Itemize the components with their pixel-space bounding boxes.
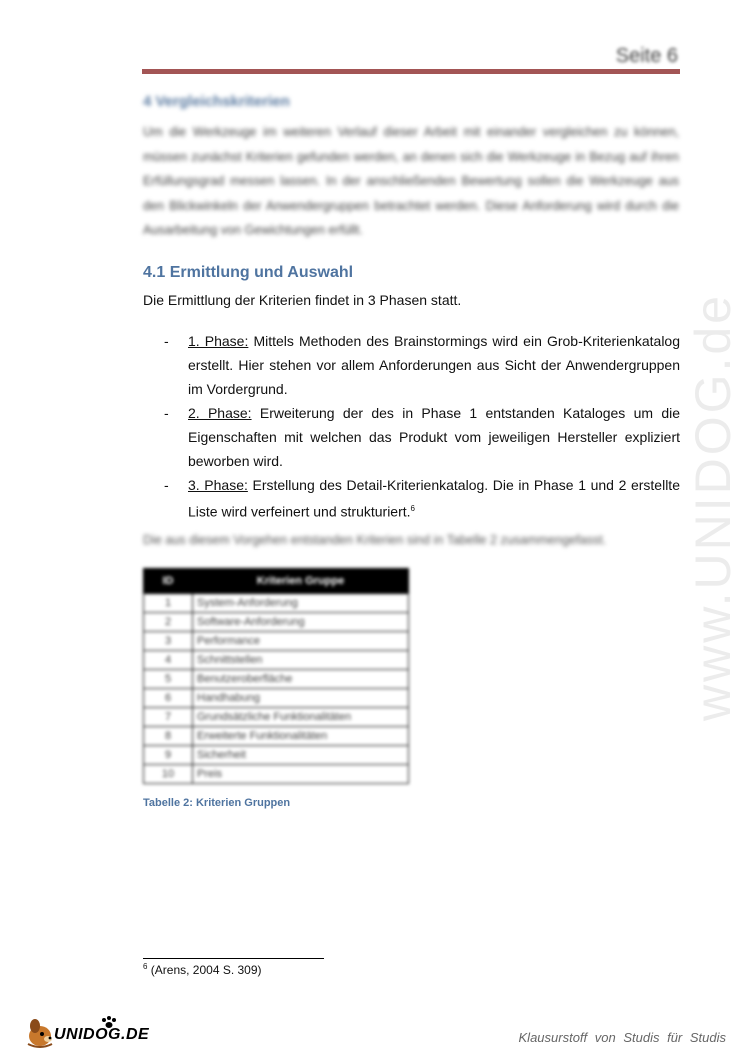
- footnote: [143, 962, 262, 977]
- phase-text: Mittels Methoden des Brainstormings wird ein Grob-Kriterienkatalog erstellt. Hier stehen vor allem Anforderungen aus Sicht der Anwendergruppen im Vordergrund.: [188, 333, 681, 397]
- table-row: [144, 632, 409, 651]
- cell-id: 5: [144, 670, 193, 689]
- list-dash: -: [164, 477, 169, 493]
- cell-group: Sicherheit: [193, 746, 409, 765]
- header-rule: [142, 69, 680, 74]
- cell-group: Benutzeroberfläche: [193, 670, 409, 689]
- table-intro-text: Die aus diesem Vorgehen entstanden Kriterien sind in Tabelle 2 zusammengefasst.: [143, 533, 607, 547]
- header-id: ID: [144, 569, 193, 594]
- phase-label: 1. Phase:: [188, 333, 249, 349]
- table-row: [144, 670, 409, 689]
- phase-label: 3. Phase:: [188, 477, 248, 493]
- phase-text: Erweiterung der des in Phase 1 entstanden Kataloges um die Eigenschaften mit welchen das Produkt vom jeweiligen Hersteller expliziert beworben wird.: [188, 405, 681, 469]
- criteria-table: [143, 568, 409, 784]
- header-group: Kriterien Gruppe: [193, 569, 409, 594]
- footnote-number: 6: [143, 962, 148, 971]
- cell-id: 10: [144, 765, 193, 784]
- phase-text: Erstellung des Detail-Kriterienkatalog. Die in Phase 1 und 2 erstellte Liste wird verfeinert und strukturiert.: [188, 477, 680, 520]
- cell-group: Grundsätzliche Funktionalitäten: [193, 708, 409, 727]
- cell-group: Preis: [193, 765, 409, 784]
- table-header-row: [144, 569, 409, 594]
- logo-text[interactable]: UNIDOG.DE: [54, 1026, 150, 1043]
- cell-group: System-Anforderung: [193, 594, 409, 613]
- watermark: www.UNIDOG.de: [685, 293, 741, 721]
- cell-group: Erweiterte Funktionalitäten: [193, 727, 409, 746]
- section-4-1-intro: Die Ermittlung der Kriterien findet in 3 Phasen statt.: [143, 292, 462, 308]
- table-row: [144, 708, 409, 727]
- cell-id: 4: [144, 651, 193, 670]
- table-row: [144, 765, 409, 784]
- table-row: [144, 651, 409, 670]
- phase-item: [143, 401, 680, 473]
- table-row: [144, 594, 409, 613]
- cell-group: Software-Anforderung: [193, 613, 409, 632]
- cell-id: 3: [144, 632, 193, 651]
- phase-item: [143, 473, 680, 524]
- cell-id: 2: [144, 613, 193, 632]
- table-row: [144, 689, 409, 708]
- footer-tagline: Klausurstoff von Studis für Studis: [518, 1030, 726, 1045]
- phase-list: [143, 329, 680, 524]
- footnote-reference[interactable]: 6: [410, 504, 415, 513]
- table-caption: Tabelle 2: Kriterien Gruppen: [143, 797, 291, 809]
- cell-id: 8: [144, 727, 193, 746]
- section-4-1-title: 4.1 Ermittlung und Auswahl: [143, 264, 354, 281]
- section-4-text: Um die Werkzeuge im weiteren Verlauf dieser Arbeit mit einander vergleichen zu können, müssen zunächst Kriterien gefunden werden, an denen sich die Werkzeuge in Bezug auf ihren Erfüllungsgrad messen lassen. In der anschließenden Bewertung sollen die Werkzeuge aus den Blickwinkeln der Anwendergruppen betrachtet werden. Diese Anforderung wird durch die Ausarbeitung von Gewichtungen erfüllt.: [143, 125, 679, 237]
- cell-group: Performance: [193, 632, 409, 651]
- table-row: [144, 727, 409, 746]
- cell-id: 1: [144, 594, 193, 613]
- cell-id: 9: [144, 746, 193, 765]
- table-row: [144, 613, 409, 632]
- cell-id: 7: [144, 708, 193, 727]
- footnote-text: (Arens, 2004 S. 309): [147, 963, 262, 977]
- list-dash: -: [164, 333, 169, 349]
- cell-id: 6: [144, 689, 193, 708]
- list-dash: -: [164, 405, 169, 421]
- table-row: [144, 746, 409, 765]
- footnote-rule: [143, 958, 324, 959]
- cell-group: Handhabung: [193, 689, 409, 708]
- phase-item: [143, 329, 680, 401]
- phase-label: 2. Phase:: [188, 405, 252, 421]
- section-4-title: 4 Vergleichskriterien: [143, 93, 290, 110]
- cell-group: Schnittstellen: [193, 651, 409, 670]
- page-number: Seite 6: [615, 45, 678, 67]
